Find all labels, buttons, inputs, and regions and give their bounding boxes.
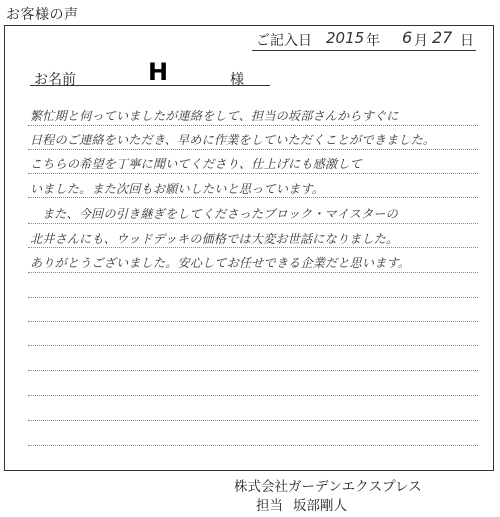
day-unit: 日: [460, 33, 474, 49]
ruled-line: [28, 370, 478, 371]
ruled-line: [28, 272, 478, 273]
date-label: ご記入日: [256, 33, 312, 49]
company-footer: [234, 478, 422, 516]
ruled-line: [28, 445, 478, 446]
ruled-line: [28, 173, 478, 174]
ruled-line: [28, 247, 478, 248]
date-month: 6: [402, 28, 413, 47]
ruled-line: [28, 297, 478, 298]
ruled-line: [28, 420, 478, 421]
ruled-line: [28, 223, 478, 224]
name-value: H: [148, 58, 169, 86]
honorific: 様: [230, 72, 244, 88]
comment-line: また、今回の引き継ぎをしてくださったブロック・マイスターの: [42, 207, 398, 221]
year-unit: 年: [366, 33, 380, 49]
comment-line: 繁忙期と伺っていましたが連絡をして、担当の坂部さんからすぐに: [30, 109, 399, 123]
comment-line: いました。また次回もお願いしたいと思っています。: [30, 182, 325, 196]
staff-name: 坂部剛人: [293, 498, 347, 514]
comment-line: 北井さんにも、ウッドデッキの価格では大変お世話になりました。: [30, 232, 399, 246]
ruled-line: [28, 149, 478, 150]
comment-line: 日程のご連絡をいただき、早めに作業をしていただくことができました。: [30, 133, 436, 147]
comment-card: [4, 25, 494, 471]
date-day: 27: [432, 28, 453, 47]
ruled-line: [28, 125, 478, 126]
date-year: 2015: [326, 29, 365, 47]
ruled-line: [28, 345, 478, 346]
name-label: お名前: [34, 72, 76, 88]
ruled-line: [28, 197, 478, 198]
comment-line: こちらの希望を丁寧に聞いてくださり、仕上げにも感激して: [30, 157, 362, 171]
month-unit: 月: [414, 33, 428, 49]
comment-line: ありがとうございました。安心してお任せできる企業だと思います。: [30, 256, 411, 270]
ruled-line: [28, 395, 478, 396]
ruled-line: [28, 321, 478, 322]
form-title: お客様の声: [6, 7, 79, 23]
customer-name: [30, 60, 270, 86]
staff-line: [234, 497, 422, 516]
staff-role: 担当: [256, 498, 283, 514]
entry-date: [252, 30, 476, 51]
company-name: 株式会社ガーデンエクスプレス: [234, 479, 422, 495]
